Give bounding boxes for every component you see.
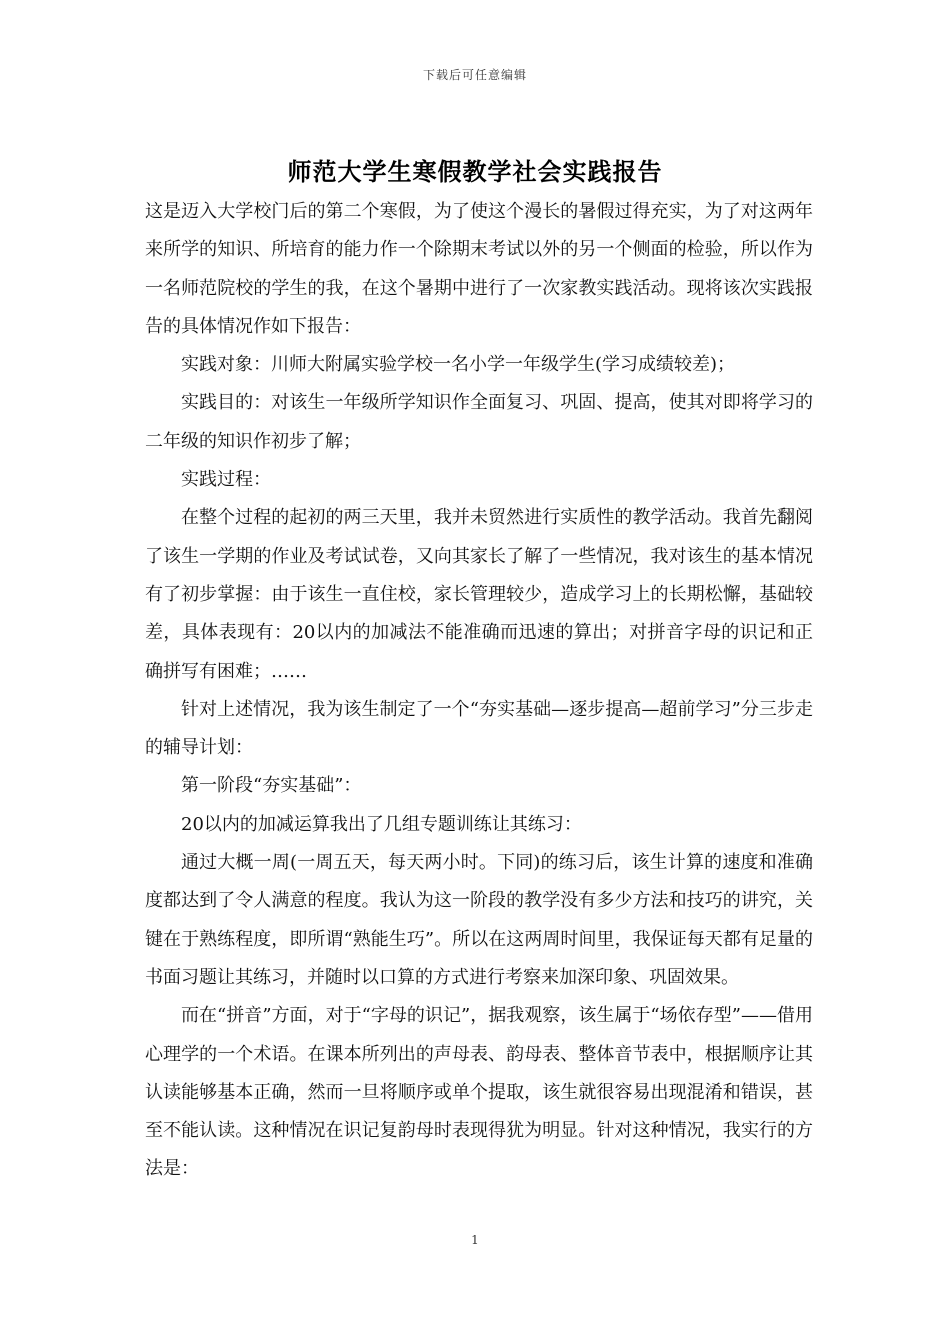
paragraph-practice-result: 通过大概一周(一周五天，每天两小时。下同)的练习后，该生计算的速度和准确度都达到了令人满意的程度。我认为这一阶段的教学没有多少方法和技巧的讲究，关键在于熟练程度，即所谓“熟能生巧”。所以在这两周时间里，我保证每天都有足量的书面习题让其练习，并随时以口算的方式进行考察来加深印象、巩固效果。 xyxy=(145,852,813,988)
document-title: 师范大学生寒假教学社会实践报告 xyxy=(287,157,663,186)
page-number: 1 xyxy=(471,1233,479,1247)
paragraph-pinyin: 而在“拼音”方面，对于“字母的识记”，据我观察，该生属于“场依存型”——借用心理学的一个术语。在课本所列出的声母表、韵母表、整体音节表中，根据顺序让其认读能够基本正确，然而一旦将顺序或单个提取，该生就很容易出现混淆和错误，甚至不能认读。这种情况在识记复韵母时表现得犹为明显。针对这种情况，我实行的方法是： xyxy=(145,1005,813,1180)
document-body xyxy=(145,193,813,1189)
paragraph-initial-days: 在整个过程的起初的两三天里，我并未贸然进行实质性的教学活动。我首先翻阅了该生一学期的作业及考试试卷，又向其家长了解了一些情况，我对该生的基本情况有了初步掌握：由于该生一直住校，家长管理较少，造成学习上的长期松懈，基础较差，具体表现有：20以内的加减法不能准确而迅速的算出；对拼音字母的识记和正确拼写有困难；…… xyxy=(145,507,813,682)
paragraph-tutoring-plan: 针对上述情况，我为该生制定了一个“夯实基础—逐步提高—超前学习”分三步走的辅导计划： xyxy=(145,698,813,759)
paragraph-practice-target: 实践对象：川师大附属实验学校一名小学一年级学生(学习成绩较差)； xyxy=(181,354,736,376)
paragraph-intro: 这是迈入大学校门后的第二个寒假，为了使这个漫长的暑假过得充实，为了对这两年来所学的知识、所培育的能力作一个除期末考试以外的另一个侧面的检验，所以作为一名师范院校的学生的我，在这个暑期中进行了一次家教实践活动。现将该次实践报告的具体情况作如下报告： xyxy=(145,201,813,337)
paragraph-practice-goal: 实践目的：对该生一年级所学知识作全面复习、巩固、提高，使其对即将学习的二年级的知识作初步了解； xyxy=(145,392,813,452)
paragraph-arithmetic-training: 20以内的加减运算我出了几组专题训练让其练习： xyxy=(181,813,582,835)
header-note: 下载后可任意编辑 xyxy=(422,68,527,82)
paragraph-stage-one-heading: 第一阶段“夯实基础”： xyxy=(181,775,362,797)
paragraph-practice-process-heading: 实践过程： xyxy=(181,469,271,491)
